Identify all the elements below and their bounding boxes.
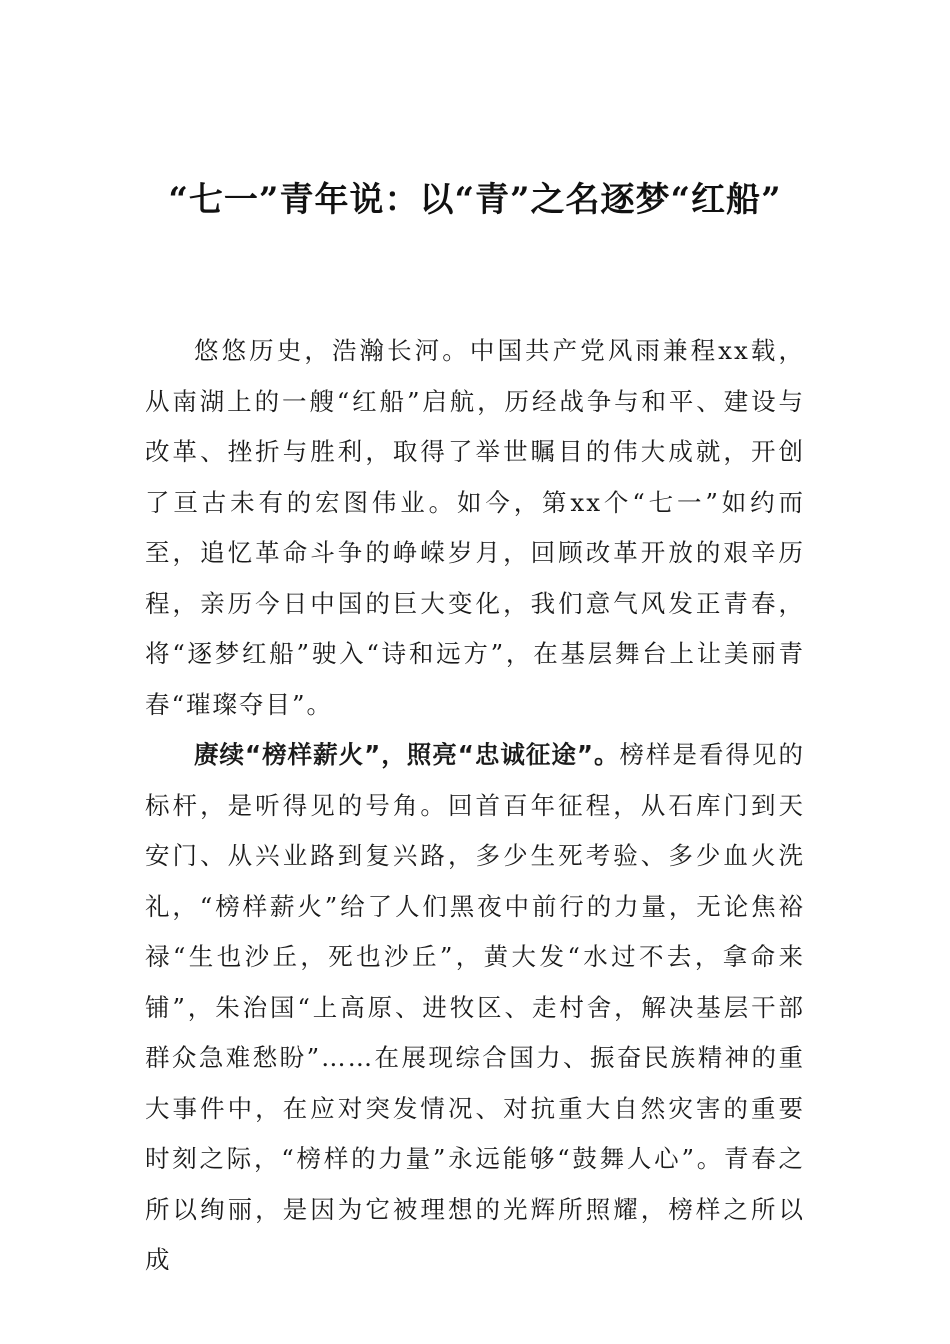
paragraph-1 (145, 326, 805, 730)
document-body (145, 326, 805, 1286)
paragraph-2-text: 榜样是看得见的标杆，是听得见的号角。回首百年征程，从石库门到天安门、从兴业路到复兴路，多少生死考验、多少血火洗礼，“榜样薪火”给了人们黑夜中前行的力量，无论焦裕禄“生也沙丘，死也沙丘”，黄大发“水过不去，拿命来铺”，朱治国“上高原、进牧区、走村舍，解决基层干部群众急难愁盼”……在展现综合国力、振奋民族精神的重大事件中，在应对突发情况、对抗重大自然灾害的重要时刻之际，“榜样的力量”永远能够“鼓舞人心”。青春之所以绚丽，是因为它被理想的光辉所照耀，榜样之所以成 (145, 740, 805, 1274)
paragraph-1-text: 悠悠历史，浩瀚长河。中国共产党风雨兼程xx载，从南湖上的一艘“红船”启航，历经战争与和平、建设与改革、挫折与胜利，取得了举世瞩目的伟大成就，开创了亘古未有的宏图伟业。如今，第xx个“七一”如约而至，追忆革命斗争的峥嵘岁月，回顾改革开放的艰辛历程，亲历今日中国的巨大变化，我们意气风发正青春，将“逐梦红船”驶入“诗和远方”，在基层舞台上让美丽青春“璀璨夺目”。 (145, 336, 805, 719)
paragraph-2 (145, 730, 805, 1286)
document-title: “七一”青年说：以“青”之名逐梦“红船” (168, 180, 782, 220)
paragraph-2-lead: 赓续“榜样薪火”，照亮“忠诚征途”。 (194, 740, 620, 769)
